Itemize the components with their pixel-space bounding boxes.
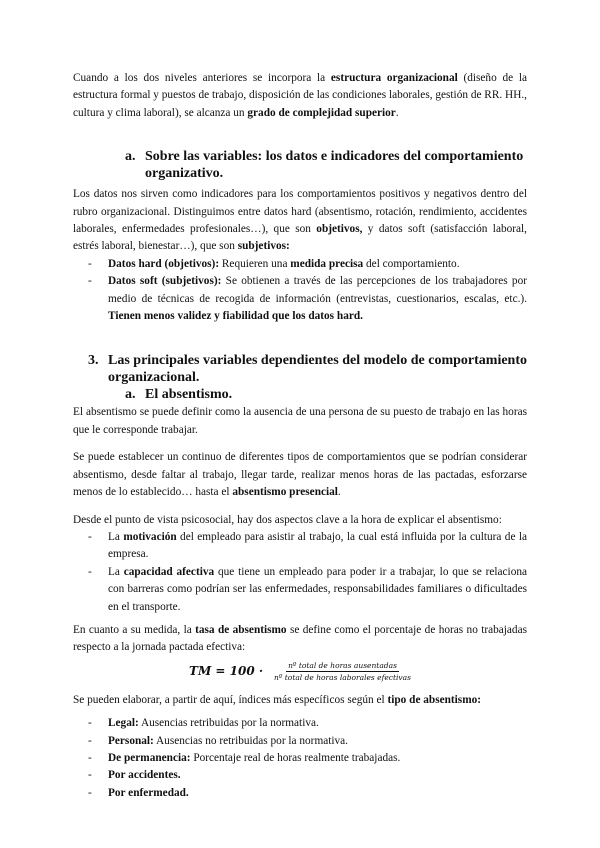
heading-number: a. xyxy=(125,149,136,165)
list-item xyxy=(73,273,527,325)
text: La xyxy=(108,565,124,578)
paragraph-indices xyxy=(73,692,527,709)
bold-text: tasa de absentismo xyxy=(195,623,287,636)
text: (diseño de la estructura formal y puestos de trabajo, disposición de las condiciones laborales, gestión de RR. HH., cultura y clima laboral), se alcanza un xyxy=(73,72,527,119)
list-item xyxy=(73,256,527,273)
list-item xyxy=(73,564,527,616)
dash-bullet: - xyxy=(88,734,92,747)
section-heading-variables-dependientes xyxy=(88,352,527,386)
bold-text: tipo de absentismo: xyxy=(387,693,482,706)
bold-text: medida precisa xyxy=(290,257,364,270)
formula-numerator: nº total de horas ausentadas xyxy=(288,660,397,670)
text: Porcentaje real de horas realmente trabajadas. xyxy=(190,751,401,764)
dash-bullet: - xyxy=(88,786,92,799)
bold-text: Legal: xyxy=(108,717,139,730)
section-heading-absentismo xyxy=(125,386,527,403)
bold-text: estructura organizacional xyxy=(330,72,458,84)
dash-bullet: - xyxy=(88,565,92,578)
list-item xyxy=(73,767,527,784)
bold-text: Por enfermedad. xyxy=(108,786,189,799)
text: Se pueden elaborar, a partir de aquí, índices más específicos según el xyxy=(73,693,388,706)
bold-text: motivación xyxy=(123,530,177,543)
heading-text: Sobre las variables: los datos e indicadores del comportamiento organizativo. xyxy=(145,149,524,182)
text: . xyxy=(395,106,399,119)
heading-text: El absentismo. xyxy=(145,387,233,403)
bold-text: Personal: xyxy=(108,734,154,747)
formula-denominator: nº total de horas laborales efectivas xyxy=(274,672,411,682)
text: La xyxy=(108,530,124,543)
paragraph-continuo xyxy=(73,449,527,501)
bold-text: Tienen menos validez y fiabilidad que los datos hard. xyxy=(108,310,363,323)
paragraph-medida xyxy=(73,622,527,657)
bold-text: Por accidentes. xyxy=(108,769,181,782)
list-item xyxy=(73,715,527,732)
heading-number: 3. xyxy=(88,353,99,369)
list-item xyxy=(73,750,527,767)
paragraph-estructura xyxy=(73,70,527,122)
paragraph-datos xyxy=(73,186,527,256)
list-aspectos xyxy=(73,529,527,616)
bold-text: Datos soft (subjetivos): xyxy=(108,275,222,288)
text: En cuanto a su medida, la xyxy=(73,623,196,636)
dash-bullet: - xyxy=(88,751,92,764)
bold-text: absentismo presencial xyxy=(232,486,338,499)
section-heading-variables xyxy=(125,148,527,182)
text: Cuando a los dos niveles anteriores se incorpora la xyxy=(73,72,331,84)
text: y datos soft (satisfacción laboral, estrés laboral, bienestar…), que son xyxy=(73,223,527,253)
text: Requieren una xyxy=(219,257,291,270)
bold-text: objetivos, xyxy=(316,223,363,236)
text: que tiene un empleado para poder ir a trabajar, lo que se relaciona con barreras como podrían ser las enfermedades, responsabilidades familiares o dificultades en el transporte. xyxy=(108,565,528,613)
text: se define como el porcentaje de horas no trabajadas respecto a la jornada pactada efectiva: xyxy=(73,623,527,654)
formula-tasa-absentismo xyxy=(73,661,527,682)
list-tipos-absentismo xyxy=(73,715,527,802)
text: del empleado para asistir al trabajo, la cual está influida por la cultura de la empresa. xyxy=(108,530,527,561)
heading-text: Las principales variables dependientes del modelo de comportamiento organizacional. xyxy=(108,353,527,386)
text: Se puede establecer un continuo de diferentes tipos de comportamientos que se podrían considerar absentismo, desde faltar al trabajo, llegar tarde, realizar menos horas de las pactadas, esforzarse menos de lo establecido… hasta el xyxy=(73,451,527,499)
bold-text: grado de complejidad superior xyxy=(247,106,396,119)
formula-fraction xyxy=(274,661,411,682)
heading-number: a. xyxy=(125,387,136,403)
paragraph-psicosocial: Desde el punto de vista psicosocial, hay dos aspectos clave a la hora de explicar el absentismo: xyxy=(73,513,502,526)
dash-bullet: - xyxy=(88,530,92,543)
dash-bullet: - xyxy=(88,717,92,730)
text: . xyxy=(337,486,341,499)
text: Se obtienen a través de las percepciones de los trabajadores por medio de técnicas de recogida de información (entrevistas, cuestionarios, escalas, etc.). xyxy=(108,275,527,305)
text: Los datos nos sirven como indicadores para los comportamientos positivos y negativos dentro del rubro organizacional. Distinguimos entre datos hard (absentismo, rotación, rendimiento, accidentes laborales, enfermedades profesionales…), que son xyxy=(73,188,527,236)
list-item xyxy=(73,529,527,564)
bold-text: subjetivos: xyxy=(237,240,290,253)
dash-bullet: - xyxy=(88,257,92,270)
dash-bullet: - xyxy=(88,769,92,782)
paragraph-definicion: El absentismo se puede definir como la ausencia de una persona de su puesto de trabajo en las horas que le corresponde trabajar. xyxy=(73,406,527,436)
bold-text: Datos hard (objetivos): xyxy=(108,257,220,270)
list-item xyxy=(73,733,527,750)
text: del comportamiento. xyxy=(363,257,460,270)
dash-bullet: - xyxy=(88,275,92,288)
text: Ausencias retribuidas por la normativa. xyxy=(138,717,319,730)
formula-lhs: TM = 100 · xyxy=(189,664,264,679)
bold-text: capacidad afectiva xyxy=(123,565,215,578)
list-item xyxy=(73,785,527,802)
bold-text: De permanencia: xyxy=(108,751,191,764)
list-datos xyxy=(73,256,527,326)
text: Ausencias no retribuidas por la normativa. xyxy=(153,734,349,747)
